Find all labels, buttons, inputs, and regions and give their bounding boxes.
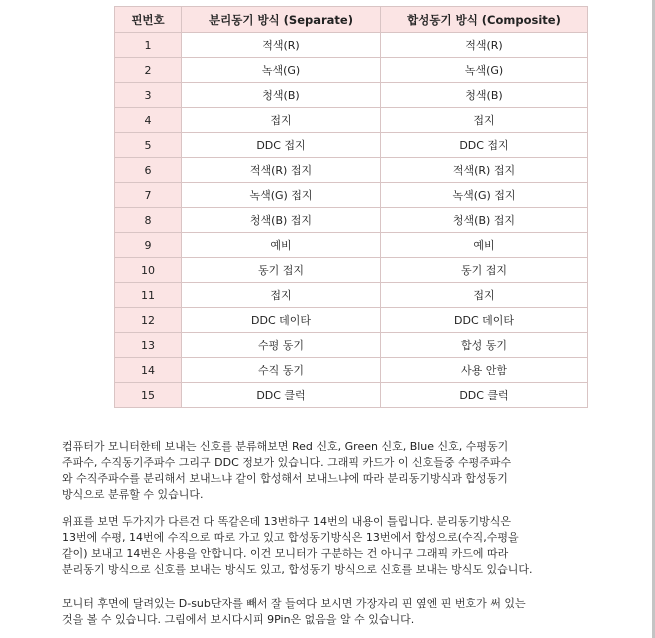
composite-sync-cell: DDC 클럭: [381, 383, 588, 408]
separate-sync-cell: DDC 데이타: [182, 308, 381, 333]
pin-number-cell: 5: [115, 133, 182, 158]
description-paragraph-1: [62, 439, 642, 503]
paragraph-line: 것을 볼 수 있습니다. 그림에서 보시다시피 9Pin은 없음을 알 수 있습니다.: [62, 613, 415, 626]
separate-sync-cell: 접지: [182, 283, 381, 308]
pin-number-cell: 4: [115, 108, 182, 133]
paragraph-line: 컴퓨터가 모니터한테 보내는 신호를 분류해보면 Red 신호, Green 신호, Blue 신호, 수평동기: [62, 440, 509, 453]
table-row: [115, 233, 588, 258]
table-row: [115, 83, 588, 108]
composite-sync-cell: DDC 접지: [381, 133, 588, 158]
table-body: [115, 33, 588, 408]
composite-sync-cell: DDC 데이타: [381, 308, 588, 333]
vga-pin-table: [114, 6, 588, 408]
paragraph-line: 같이) 보내고 14번은 사용을 안합니다. 이건 모니터가 구분하는 건 아니구 그래픽 카드에 따라: [62, 547, 509, 560]
composite-sync-cell: 사용 안함: [381, 358, 588, 383]
table-row: [115, 108, 588, 133]
paragraph-line: 위표를 보면 두가지가 다른건 다 똑같은데 13번하구 14번의 내용이 틀립니다. 분리동기방식은: [62, 515, 511, 528]
table-row: [115, 308, 588, 333]
paragraph-line: 와 수직주파수를 분리해서 보내느냐 같이 합성해서 보내느냐에 따라 분리동기방식과 합성동기: [62, 472, 508, 485]
paragraph-line: 방식으로 분류할 수 있습니다.: [62, 488, 204, 501]
pin-number-cell: 13: [115, 333, 182, 358]
paragraph-line: 13번에 수평, 14번에 수직으로 따로 가고 있고 합성동기방식은 13번에서 합성으로(수직,수평을: [62, 531, 519, 544]
composite-sync-cell: 예비: [381, 233, 588, 258]
composite-sync-cell: 동기 접지: [381, 258, 588, 283]
pin-number-cell: 1: [115, 33, 182, 58]
composite-sync-cell: 합성 동기: [381, 333, 588, 358]
description-paragraph-2: [62, 514, 642, 578]
composite-sync-cell: 녹색(G): [381, 58, 588, 83]
table-row: [115, 158, 588, 183]
separate-sync-cell: 적색(R): [182, 33, 381, 58]
pin-number-cell: 7: [115, 183, 182, 208]
pin-number-cell: 10: [115, 258, 182, 283]
table-row: [115, 58, 588, 83]
table-row: [115, 358, 588, 383]
table-row: [115, 383, 588, 408]
table-row: [115, 183, 588, 208]
pin-number-cell: 3: [115, 83, 182, 108]
separate-sync-cell: 녹색(G): [182, 58, 381, 83]
composite-sync-cell: 적색(R) 접지: [381, 158, 588, 183]
pin-number-cell: 12: [115, 308, 182, 333]
separate-sync-cell: DDC 클럭: [182, 383, 381, 408]
separate-sync-cell: 동기 접지: [182, 258, 381, 283]
table-row: [115, 258, 588, 283]
composite-sync-cell: 청색(B) 접지: [381, 208, 588, 233]
table-row: [115, 333, 588, 358]
pin-number-cell: 9: [115, 233, 182, 258]
separate-sync-cell: 청색(B): [182, 83, 381, 108]
separate-sync-cell: 녹색(G) 접지: [182, 183, 381, 208]
composite-sync-cell: 접지: [381, 108, 588, 133]
separate-sync-cell: 수직 동기: [182, 358, 381, 383]
paragraph-line: 주파수, 수직동기주파수 그리구 DDC 정보가 있습니다. 그래픽 카드가 이 신호들중 수평주파수: [62, 456, 512, 469]
pin-number-cell: 11: [115, 283, 182, 308]
composite-sync-cell: 접지: [381, 283, 588, 308]
composite-sync-cell: 청색(B): [381, 83, 588, 108]
pin-number-cell: 15: [115, 383, 182, 408]
separate-sync-cell: 수평 동기: [182, 333, 381, 358]
pin-number-cell: 6: [115, 158, 182, 183]
table-row: [115, 283, 588, 308]
header-composite-sync: 합성동기 방식 (Composite): [381, 7, 588, 33]
table-row: [115, 133, 588, 158]
composite-sync-cell: 적색(R): [381, 33, 588, 58]
pin-number-cell: 2: [115, 58, 182, 83]
paragraph-line: 모니터 후면에 달려있는 D-sub단자를 빼서 잘 들여다 보시면 가장자리 핀 옆엔 핀 번호가 써 있는: [62, 597, 526, 610]
table-row: [115, 208, 588, 233]
separate-sync-cell: 예비: [182, 233, 381, 258]
header-separate-sync: 분리동기 방식 (Separate): [182, 7, 381, 33]
separate-sync-cell: 적색(R) 접지: [182, 158, 381, 183]
table-row: [115, 33, 588, 58]
header-pin-number: 핀번호: [115, 7, 182, 33]
pin-number-cell: 8: [115, 208, 182, 233]
table-header-row: [115, 7, 588, 33]
separate-sync-cell: 접지: [182, 108, 381, 133]
paragraph-line: 분리동기 방식으로 신호를 보내는 방식도 있고, 합성동기 방식으로 신호를 보내는 방식도 있습니다.: [62, 563, 533, 576]
separate-sync-cell: DDC 접지: [182, 133, 381, 158]
pin-number-cell: 14: [115, 358, 182, 383]
description-paragraph-3: [62, 596, 642, 628]
composite-sync-cell: 녹색(G) 접지: [381, 183, 588, 208]
separate-sync-cell: 청색(B) 접지: [182, 208, 381, 233]
